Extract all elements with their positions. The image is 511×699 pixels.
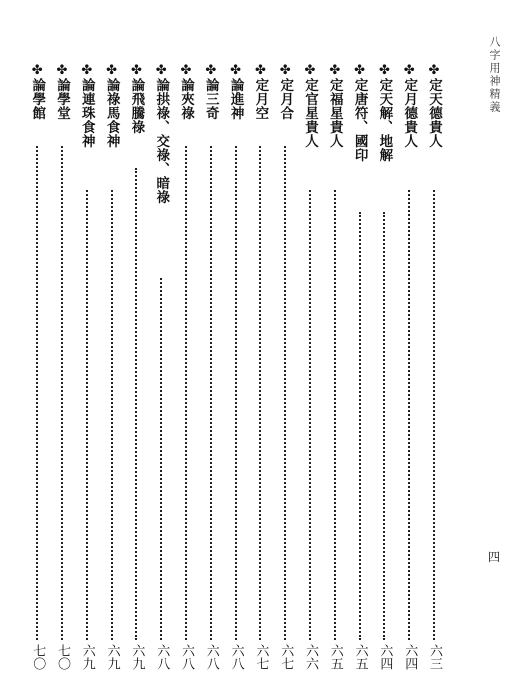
toc-entry-title: 論三奇 (202, 78, 219, 120)
toc-entry-page: 六九 (129, 644, 145, 670)
bullet-icon: ✤ (205, 63, 217, 78)
toc-entry-page: 六六 (303, 644, 318, 670)
toc-entry[interactable] (423, 64, 445, 688)
toc-entry[interactable] (150, 64, 172, 688)
bullet-icon: ✤ (155, 63, 167, 78)
dot-leader (334, 190, 336, 640)
book-title-header: 八字用神精義 (488, 36, 501, 114)
bullet-icon: ✤ (378, 63, 390, 78)
toc-entry[interactable] (76, 64, 98, 688)
bullet-icon: ✤ (106, 63, 118, 78)
dot-leader (111, 190, 113, 640)
toc-entry[interactable] (225, 64, 247, 688)
toc-entry-title: 論拱祿、交祿、暗祿 (153, 78, 170, 204)
dot-leader (433, 190, 435, 640)
toc-entry-page: 七〇 (30, 644, 46, 670)
toc-entry-title: 論學館 (29, 78, 46, 120)
toc-entry-page: 六九 (79, 644, 95, 670)
dot-leader (235, 146, 237, 640)
bullet-icon: ✤ (81, 63, 93, 78)
toc-entry-title: 定官星貴人 (302, 78, 318, 148)
toc-entry-page: 七〇 (55, 644, 70, 670)
toc-entry-title: 定天解、地解 (376, 78, 393, 162)
dot-leader (284, 146, 286, 640)
toc-entry-page: 六八 (154, 644, 170, 670)
dot-leader (210, 146, 212, 640)
dot-leader (185, 146, 187, 640)
bullet-icon: ✤ (56, 63, 68, 78)
bullet-icon: ✤ (180, 63, 192, 78)
toc-entry[interactable] (373, 64, 395, 688)
dot-leader (160, 278, 162, 640)
bullet-icon: ✤ (354, 63, 366, 78)
toc-entry-page: 六四 (377, 644, 393, 670)
toc-entry-page: 六七 (253, 644, 269, 670)
toc-entry-page: 六七 (278, 644, 294, 670)
bullet-icon: ✤ (254, 63, 266, 78)
toc-entry[interactable] (299, 64, 321, 688)
toc-entry-title: 定月德貴人 (401, 78, 418, 148)
bullet-icon: ✤ (304, 63, 316, 78)
toc-entry[interactable] (125, 64, 147, 688)
dot-leader (135, 168, 137, 640)
bullet-icon: ✤ (428, 63, 440, 78)
bullet-icon: ✤ (130, 63, 142, 78)
bullet-icon: ✤ (329, 63, 341, 78)
toc-entry-page: 六八 (228, 644, 244, 670)
toc-entry-title: 定天德貴人 (426, 78, 442, 148)
toc-entry-page: 六四 (402, 644, 418, 670)
toc-entry-title: 論夾祿 (178, 78, 194, 120)
dot-leader (36, 146, 38, 640)
toc-entry[interactable] (51, 64, 73, 688)
toc-entry-title: 定月合 (277, 78, 294, 120)
toc-entry-page: 六五 (327, 644, 343, 670)
toc-entry[interactable] (200, 64, 222, 688)
bullet-icon: ✤ (230, 63, 242, 78)
dot-leader (359, 212, 361, 640)
toc-entry[interactable] (349, 64, 371, 688)
toc-entry-page: 六八 (179, 644, 194, 670)
toc-entry[interactable] (101, 64, 123, 688)
toc-entry-page: 六八 (203, 644, 219, 670)
bullet-icon: ✤ (31, 63, 43, 78)
toc-entry[interactable] (26, 64, 48, 688)
toc-entry-page: 六三 (427, 644, 442, 670)
dot-leader (61, 146, 63, 640)
page-number: 四 (488, 550, 501, 564)
toc-entry[interactable] (274, 64, 296, 688)
dot-leader (259, 146, 261, 640)
toc-entry-title: 定福星貴人 (326, 78, 343, 148)
toc-entry-page: 六九 (104, 644, 120, 670)
toc-entry[interactable] (398, 64, 420, 688)
toc-entry-title: 論祿馬食神 (103, 78, 120, 148)
toc-entry[interactable] (175, 64, 197, 688)
dot-leader (86, 190, 88, 640)
toc-entry-title: 定月空 (252, 78, 269, 120)
toc-entry-title: 定唐符、國印 (351, 78, 368, 162)
toc-entry-page: 六五 (352, 644, 368, 670)
bullet-icon: ✤ (403, 63, 415, 78)
dot-leader (309, 190, 311, 640)
bullet-icon: ✤ (279, 63, 291, 78)
dot-leader (408, 190, 410, 640)
toc-entry-title: 論學堂 (54, 78, 70, 120)
toc-entry-title: 論進神 (227, 78, 244, 120)
dot-leader (383, 212, 385, 640)
toc-entry[interactable] (249, 64, 271, 688)
toc-entry[interactable] (324, 64, 346, 688)
toc-entry-title: 論飛騰祿 (128, 78, 145, 134)
toc-entry-title: 論連珠食神 (78, 78, 95, 148)
